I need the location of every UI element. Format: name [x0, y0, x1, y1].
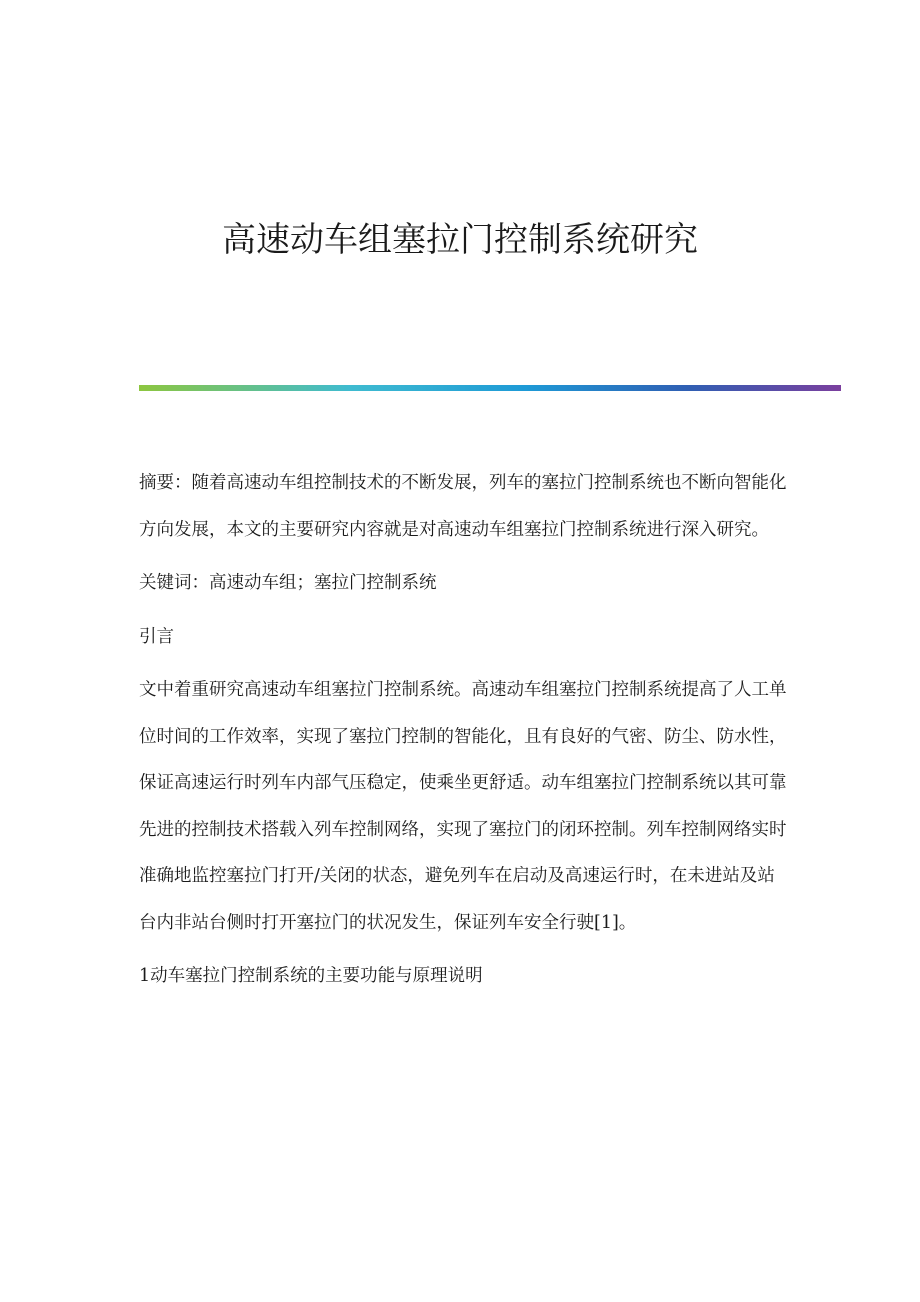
document-body [139, 460, 789, 1007]
section-1-heading: 1动车塞拉门控制系统的主要功能与原理说明 [139, 966, 483, 986]
intro-heading: 引言 [139, 626, 174, 647]
title-divider [139, 385, 841, 391]
abstract-paragraph: 摘要：随着高速动车组控制技术的不断发展，列车的塞拉门控制系统也不断向智能化方向发展，本文的主要研究内容就是对高速动车组塞拉门控制系统进行深入研究。 [139, 473, 787, 540]
document-title: 高速动车组塞拉门控制系统研究 [222, 220, 698, 260]
keywords-paragraph: 关键词：高速动车组；塞拉门控制系统 [139, 573, 437, 593]
intro-paragraph: 文中着重研究高速动车组塞拉门控制系统。高速动车组塞拉门控制系统提高了人工单位时间的工作效率，实现了塞拉门控制的智能化，且有良好的气密、防尘、防水性，保证高速运行时列车内部气压稳定，使乘坐更舒适。动车组塞拉门控制系统以其可靠先进的控制技术搭载入列车控制网络，实现了塞拉门的闭环控制。列车控制网络实时准确地监控塞拉门打开/关闭的状态，避免列车在启动及高速运行时，在未进站及站台内非站台侧时打开塞拉门的状况发生，保证列车安全行驶[1]。 [139, 680, 787, 933]
